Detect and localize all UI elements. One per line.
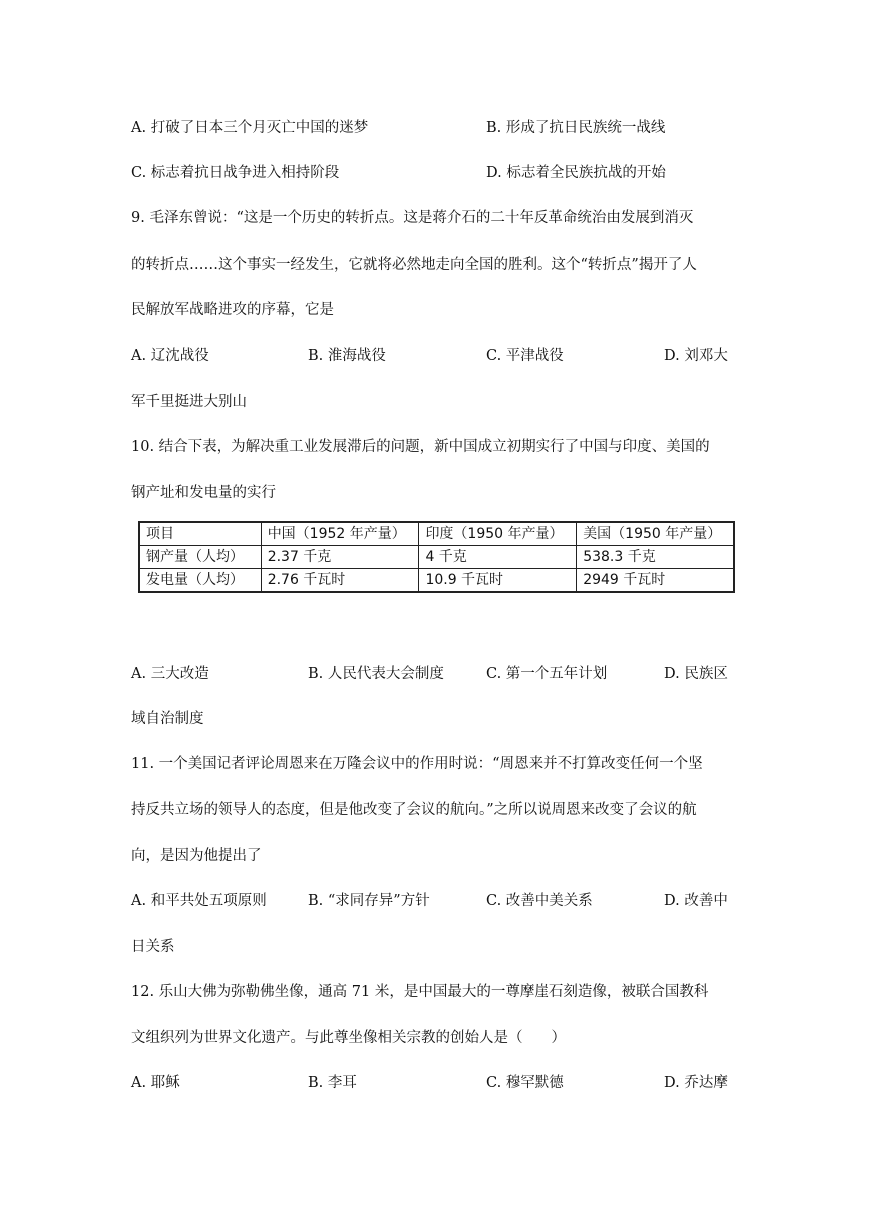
q11-option-d: D. 改善中: [664, 893, 728, 909]
q8-option-a: A. 打破了日本三个月灭亡中国的迷梦: [131, 120, 369, 136]
table-cell: 4 千克: [419, 546, 577, 569]
table-cell: 2.37 千克: [261, 546, 419, 569]
q11-option-c: C. 改善中美关系: [486, 893, 593, 909]
q10-option-c: C. 第一个五年计划: [486, 666, 608, 682]
table-header-cell: 中国（1952 年产量）: [261, 522, 419, 546]
q11-stem-line-3: 向，是因为他提出了: [131, 848, 262, 864]
q10-option-d-continued: 域自治制度: [131, 711, 204, 727]
q9-option-d-continued: 军千里挺进大别山: [131, 394, 247, 410]
table-header-cell: 项目: [139, 522, 261, 546]
table-row: [139, 569, 734, 593]
q11-option-b: B. “求同存异”方针: [308, 893, 430, 909]
table-cell: 钢产量（人均）: [139, 546, 261, 569]
table-cell: 发电量（人均）: [139, 569, 261, 593]
q11-option-a: A. 和平共处五项原则: [131, 893, 267, 909]
q9-option-a: A. 辽沈战役: [131, 348, 209, 364]
q8-option-c: C. 标志着抗日战争进入相持阶段: [131, 165, 340, 181]
table-cell: 10.9 千瓦时: [419, 569, 577, 593]
q11-option-d-continued: 日关系: [131, 939, 175, 955]
q9-stem-line-1: 9. 毛泽东曾说：“这是一个历史的转折点。这是蒋介石的二十年反革命统治由发展到消灭: [131, 210, 694, 226]
q9-stem-line-2: 的转折点……这个事实一经发生，它就将必然地走向全国的胜利。这个“转折点”揭开了人: [131, 257, 697, 273]
q12-stem-line-1: 12. 乐山大佛为弥勒佛坐像，通高 71 米，是中国最大的一尊摩崖石刻造像，被联合国教科: [131, 984, 709, 1000]
table-cell: 2.76 千瓦时: [261, 569, 419, 593]
q11-stem-line-1: 11. 一个美国记者评论周恩来在万隆会议中的作用时说：“周恩来并不打算改变任何一个坚: [131, 756, 703, 772]
table-row: [139, 546, 734, 569]
q8-option-d: D. 标志着全民族抗战的开始: [486, 165, 666, 181]
q9-option-b: B. 淮海战役: [308, 348, 386, 364]
table-cell: 2949 千瓦时: [577, 569, 734, 593]
q10-data-table: [138, 521, 735, 593]
q9-stem-line-3: 民解放军战略进攻的序幕，它是: [131, 302, 334, 318]
q10-stem-line-2: 钢产址和发电量的实行: [131, 485, 276, 501]
q12-option-a: A. 耶稣: [131, 1075, 180, 1091]
q10-option-b: B. 人民代表大会制度: [308, 666, 444, 682]
q9-option-d: D. 刘邓大: [664, 348, 728, 364]
q12-option-b: B. 李耳: [308, 1075, 357, 1091]
q10-option-a: A. 三大改造: [131, 666, 209, 682]
table-cell: 538.3 千克: [577, 546, 734, 569]
q8-option-b: B. 形成了抗日民族统一战线: [486, 120, 666, 136]
q10-option-d: D. 民族区: [664, 666, 728, 682]
table-header-cell: 美国（1950 年产量）: [577, 522, 734, 546]
q9-option-c: C. 平津战役: [486, 348, 564, 364]
table-header-row: [139, 522, 734, 546]
q10-stem-line-1: 10. 结合下表，为解决重工业发展滞后的问题，新中国成立初期实行了中国与印度、美国的: [131, 439, 710, 455]
q11-stem-line-2: 持反共立场的领导人的态度，但是他改变了会议的航向。”之所以说周恩来改变了会议的航: [131, 802, 697, 818]
table-header-cell: 印度（1950 年产量）: [419, 522, 577, 546]
q12-stem-line-2: 文组织列为世界文化遗产。与此尊坐像相关宗教的创始人是（ ）: [131, 1030, 566, 1046]
q12-option-c: C. 穆罕默德: [486, 1075, 564, 1091]
q12-option-d: D. 乔达摩: [664, 1075, 728, 1091]
